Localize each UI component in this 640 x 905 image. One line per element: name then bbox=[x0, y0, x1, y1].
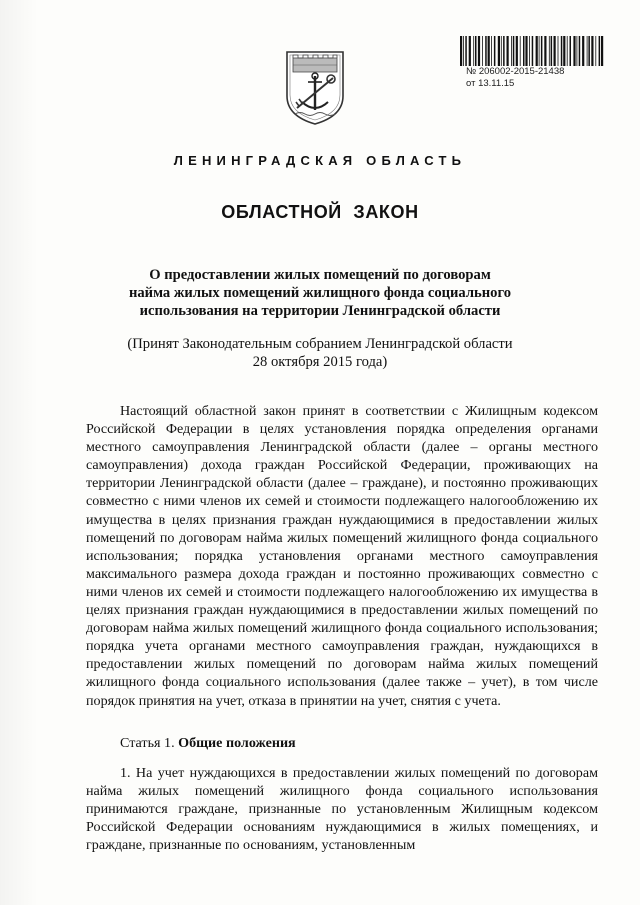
coat-of-arms-icon bbox=[283, 48, 347, 126]
law-title bbox=[80, 266, 560, 320]
adoption-note-line: 28 октября 2015 года) bbox=[252, 354, 388, 370]
law-title-line: О предоставлении жилых помещений по договорам bbox=[149, 267, 491, 283]
article-paragraph: 1. На учет нуждающихся в предоставлении жилых помещений по договорам найма жилых помещений жилищного фонда социального использования принимаются граждане, признанные по установленным Жилищным кодексом Российской Федерации основаниям нуждающимися в жилых помещениях, и граждане, признанные по основаниям, установленным bbox=[86, 765, 598, 854]
registration-block bbox=[458, 36, 608, 90]
document-type-heading: ОБЛАСТНОЙ ЗАКОН bbox=[221, 202, 419, 222]
article-1-body bbox=[86, 764, 598, 854]
registration-date: от 13.11.15 bbox=[466, 78, 515, 89]
law-title-line: использования на территории Ленинградской области bbox=[139, 303, 501, 319]
registration-number: № 206002-2015-21438 bbox=[466, 66, 565, 77]
article-number: Статья 1. bbox=[120, 735, 175, 751]
preamble-paragraph: Настоящий областной закон принят в соответствии с Жилищным кодексом Российской Федерации в целях установления порядка определения органами местного самоуправления Ленинградской области (далее – органы местного самоуправления) дохода граждан Российской Федерации, проживающих на территории Ленинградской области (далее – граждане), и постоянно проживающих совместно с ними членов их семей и стоимости подлежащего налогообложению их имущества в целях признания граждан нуждающимися в предоставлении жилых помещений по договорам найма жилых помещений жилищного фонда социального использования; порядка установления органами местного самоуправления максимального размера дохода граждан и постоянно проживающих совместно с ними членов их семей и стоимости подлежащего налогообложению их имущества в целях признания граждан нуждающимися в предоставлении жилых помещений по договорам найма жилых помещений жилищного фонда социального использования; порядка учета органами местного самоуправления граждан, нуждающихся в предоставлении жилых помещений по договорам найма жилых помещений жилищного фонда социального использования (далее также – учет), в том числе порядок принятия на учет, отказа в принятии на учет, снятия с учета. bbox=[86, 403, 598, 709]
article-1-heading bbox=[120, 734, 296, 752]
law-title-line: найма жилых помещений жилищного фонда социального bbox=[128, 285, 512, 301]
scan-edge-shadow bbox=[0, 0, 38, 905]
adoption-note-line: (Принят Законодательным собранием Ленинградской области bbox=[127, 336, 513, 352]
adoption-note bbox=[80, 335, 560, 371]
region-heading: ЛЕНИНГРАДСКАЯ ОБЛАСТЬ bbox=[173, 153, 467, 168]
article-title: Общие положения bbox=[178, 735, 296, 751]
barcode-icon bbox=[458, 36, 606, 66]
preamble bbox=[86, 402, 598, 710]
